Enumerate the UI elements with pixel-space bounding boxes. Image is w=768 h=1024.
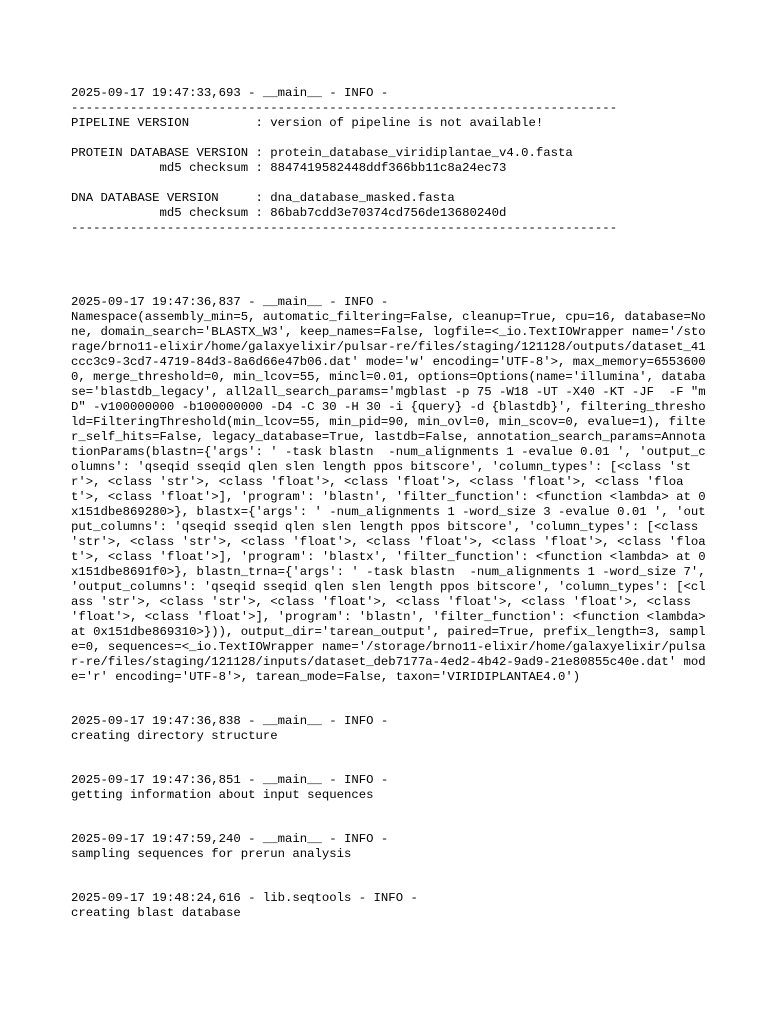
log-output [71,86,714,921]
log-entry-message: sampling sequences for prerun analysis [71,847,352,861]
log-entry [71,714,711,744]
log-entry [71,832,711,862]
log-line: PIPELINE VERSION : version of pipeline is not available! [71,116,544,130]
log-entry [71,891,711,921]
log-entry-header: 2025-09-17 19:47:59,240 - __main__ - INFO - [71,832,389,846]
log-entry [71,295,714,685]
log-separator-line: -------------------------------------------------------------------------- [71,101,618,115]
log-entry-message: getting information about input sequences [71,788,374,802]
log-line: md5 checksum : 8847419582448ddf366bb11c8a24ec73 [71,161,507,175]
log-entry-header: 2025-09-17 19:48:24,616 - lib.seqtools - INFO - [71,891,418,905]
log-line: DNA DATABASE VERSION : dna_database_masked.fasta [71,191,455,205]
log-entry [71,86,711,236]
log-line: md5 checksum : 86bab7cdd3e70374cd756de13680240d [71,206,507,220]
log-entry [71,773,711,803]
log-entry-header: 2025-09-17 19:47:36,838 - __main__ - INFO - [71,714,389,728]
log-entry-header: 2025-09-17 19:47:36,837 - __main__ - INFO - [71,295,389,309]
log-entry-message: creating directory structure [71,729,278,743]
log-entry-message: Namespace(assembly_min=5, automatic_filtering=False, cleanup=True, cpu=16, database=None, domain_search='BLASTX_W3', keep_names=False, logfile=<_io.TextIOWrapper name='/storage/brno11-elixir/home/galaxyelixir/pulsar-re/files/staging/121128/outputs/dataset_41ccc3c9-3cd7-4719-84d3-8a6d66e47b06.dat' mode='w' encoding='UTF-8'>, max_memory=65536000, merge_threshold=0, min_lcov=55, mincl=0.01, options=Options(name='illumina', database='blastdb_legacy', all2all_search_params='mgblast -p 75 -W18 -UT -X40 -KT -JF -F "m D" -v100000000 -b100000000 -D4 -C 30 -H 30 -i {query} -d {blastdb}', filtering_threshold=FilteringThreshold(min_lcov=55, min_pid=90, min_ovl=0, min_scov=0, evalue=1), filter_self_hits=False, legacy_database=True, lastdb=False, annotation_search_params=AnnotationParams(blastn={'args': ' -task blastn -num_alignments 1 -evalue 0.01 ', 'output_columns': 'qseqid sseqid qlen slen length ppos bitscore', 'column_types': [<class 'str'>, <class 'str'>, <class 'float'>, <class 'float'>, <class 'float'>, <class 'float'>, <class 'float'>], 'program': 'blastn', 'filter_function': <function <lambda> at 0x151dbe869280>}, blastx={'args': ' -num_alignments 1 -word_size 3 -evalue 0.01 ', 'output_columns': 'qseqid sseqid qlen slen length ppos bitscore', 'column_types': [<class 'str'>, <class 'str'>, <class 'float'>, <class 'float'>, <class 'float'>, <class 'float'>, <class 'float'>], 'program': 'blastx', 'filter_function': <function <lambda> at 0x151dbe8691f0>}, blastn_trna={'args': ' -task blastn -num_alignments 1 -word_size 7', 'output_columns': 'qseqid sseqid qlen slen length ppos bitscore', 'column_types': [<class 'str'>, <class 'str'>, <class 'float'>, <class 'float'>, <class 'float'>, <class 'float'>, <class 'float'>], 'program': 'blastn', 'filter_function': <function <lambda> at 0x151dbe869310>})), output_dir='tarean_output', paired=True, prefix_length=3, sample=0, sequences=<_io.TextIOWrapper name='/storage/brno11-elixir/home/galaxyelixir/pulsar-re/files/staging/121128/inputs/dataset_deb7177a-4ed2-4b42-9ad9-21e80855c40e.dat' mode='r' encoding='UTF-8'>, tarean_mode=False, taxon='VIRIDIPLANTAE4.0') [71,310,714,684]
log-entry-message: creating blast database [71,906,241,920]
log-entry-header: 2025-09-17 19:47:36,851 - __main__ - INFO - [71,773,389,787]
log-blank-line [71,131,711,146]
log-separator-line: -------------------------------------------------------------------------- [71,221,618,235]
log-line: PROTEIN DATABASE VERSION : protein_database_viridiplantae_v4.0.fasta [71,146,573,160]
log-blank-line [71,176,711,191]
log-entry-header: 2025-09-17 19:47:33,693 - __main__ - INFO - [71,86,389,100]
